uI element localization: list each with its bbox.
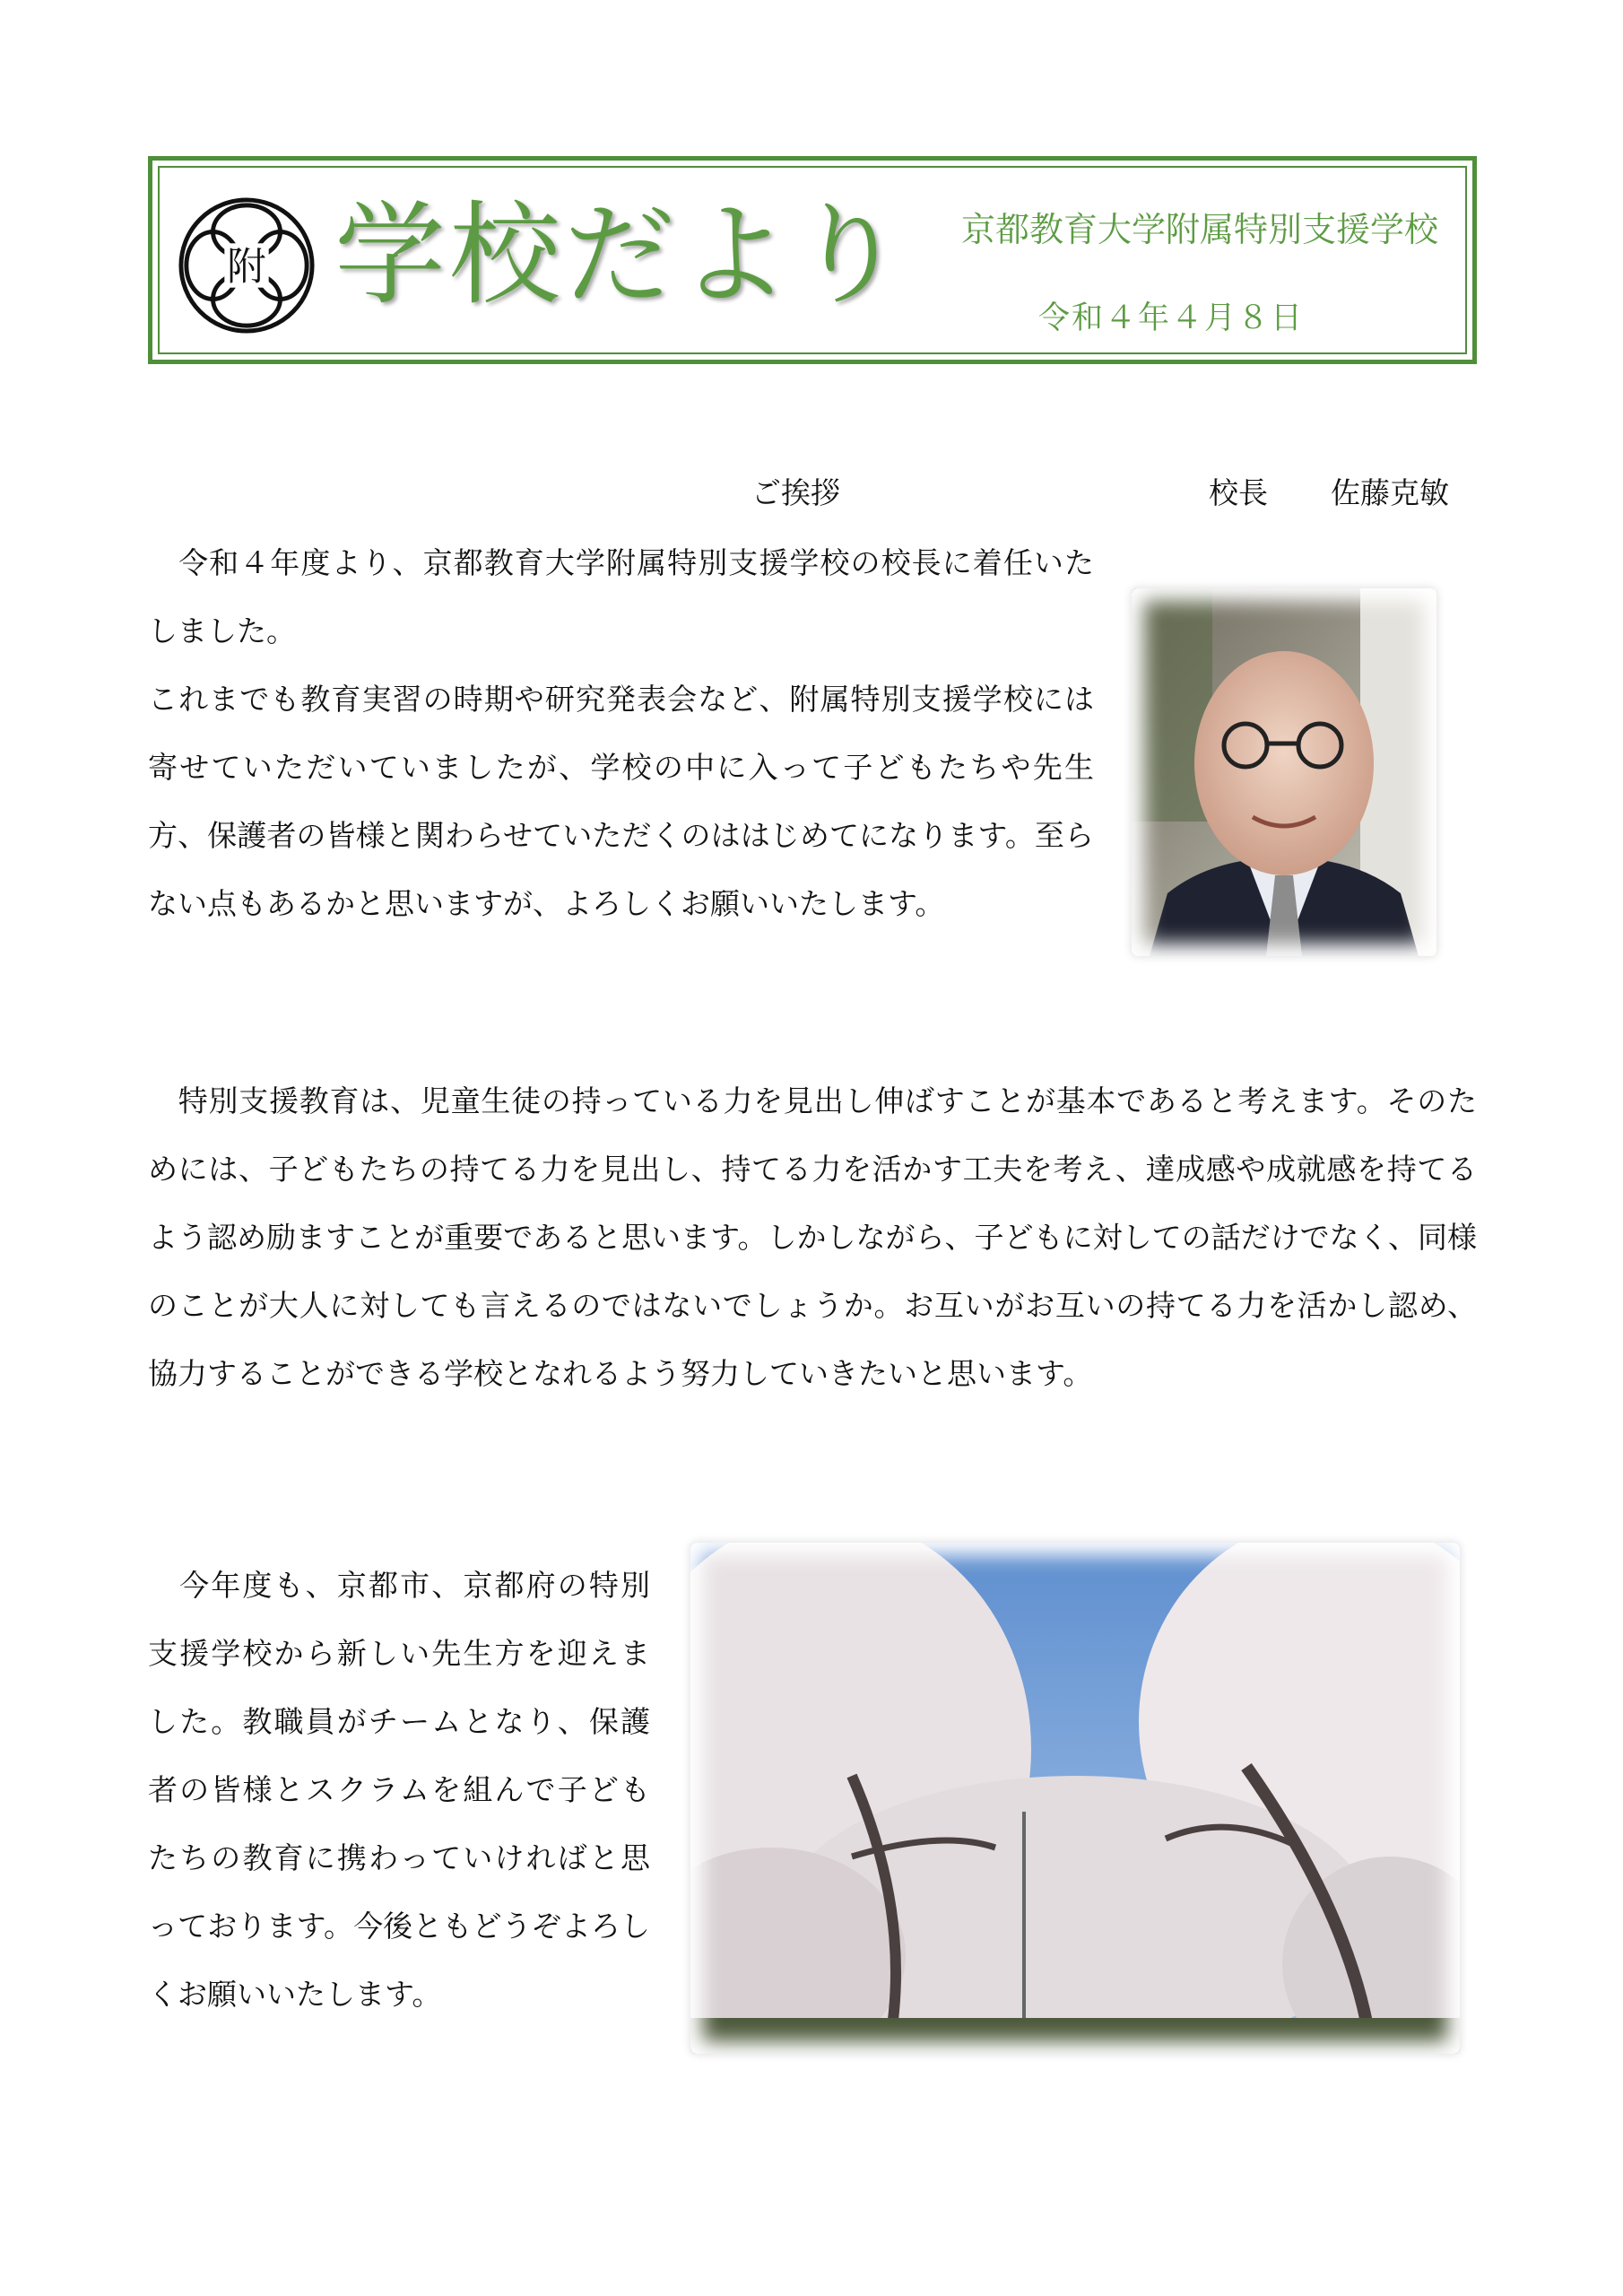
author-role: 校長 — [1209, 475, 1268, 510]
newsletter-title: 学校だより — [334, 191, 909, 320]
paragraph-philosophy: 特別支援教育は、児童生徒の持っている力を見出し伸ばすことが基本であると考えます。そのためには、子どもたちの持てる力を見出し、持てる力を活かす工夫を考え、達成感や成就感を持てるよう認め励ますことが重要であると思います。しかしながら、子どもに対しての話だけでなく、同様のことが大人に対しても言えるのではないでしょうか。お互いがお互いの持てる力を活かし認め、協力することができる学校となれるよう努力していきたいと思います。 — [148, 1083, 1477, 1391]
emblem-character: 附 — [227, 244, 266, 290]
issue-date: 令和４年４月８日 — [1038, 300, 1305, 336]
author-line — [1209, 470, 1449, 512]
cherry-blossom-photo — [690, 1543, 1460, 2054]
paragraph-new-staff: 今年度も、京都市、京都府の特別支援学校から新しい先生方を迎えました。教職員がチームとなり、保護者の皆様とスクラムを組んで子どもたちの教育に携わっていければと思っております。今後ともどうぞよろしくお願いいたします。 — [148, 1568, 650, 2012]
header-banner — [148, 156, 1477, 364]
principal-photo — [1132, 588, 1436, 956]
school-name: 京都教育大学附属特別支援学校 — [960, 210, 1438, 249]
author-name: 佐藤克敏 — [1331, 475, 1449, 510]
header-inner-border — [158, 166, 1467, 354]
school-emblem — [176, 195, 317, 336]
greeting-heading: ご挨拶 — [751, 475, 840, 510]
paragraph-introduction: 令和４年度より、京都教育大学附属特別支援学校の校長に着任いたしました。 これまでも教育実習の時期や研究発表会など、附属特別支援学校には寄せていただいていましたが、学校の中に入って子どもたちや先生方、保護者の皆様と関わらせていただくのははじめてになります。至らない点もあるかと思いますが、よろしくお願いいたします。 — [148, 545, 1095, 921]
